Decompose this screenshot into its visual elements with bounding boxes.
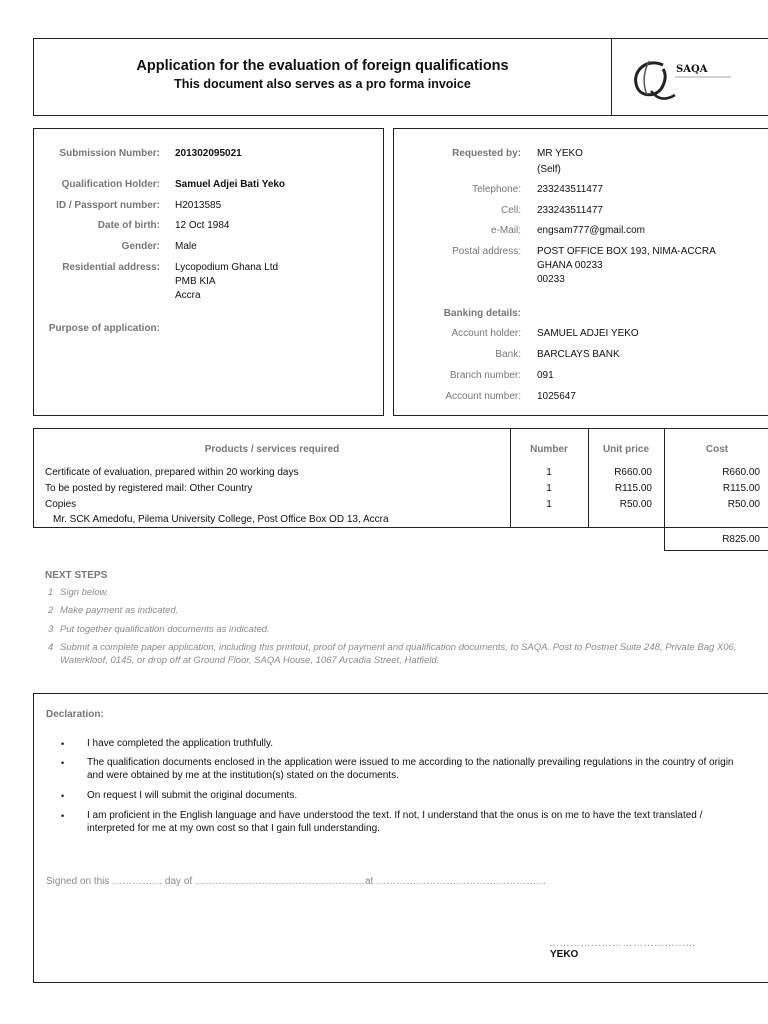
bullet-icon: • (61, 811, 65, 821)
copies-detail: Mr. SCK Amedofu, Pilema University College, Post Office Box OD 13, Accra (53, 514, 389, 525)
telephone-value: 233243511477 (537, 184, 603, 195)
declaration-item (61, 738, 747, 752)
bullet-icon: • (61, 739, 65, 749)
dob-label: Date of birth: (97, 220, 160, 231)
declaration-text: The qualification documents enclosed in the application were issued to me according to the nationally prevailing regulations in the country of origin and were obtained by me at the institution(s) stated on the documents. (87, 757, 734, 781)
declaration-text: I have completed the application truthfully. (87, 738, 274, 749)
header-unit-price: Unit price (602, 444, 650, 455)
holder-label: Qualification Holder: (61, 179, 160, 190)
products-table (33, 428, 768, 528)
step-text: Sign below. (60, 587, 109, 598)
declaration-title: Declaration: (46, 709, 104, 720)
requested-by-name: MR YEKO (537, 148, 583, 159)
branch-label: Branch number: (449, 370, 521, 381)
logo-text: SAQA (676, 64, 708, 75)
product-unit-price: R115.00 (614, 483, 652, 494)
address-line: PMB KIA (175, 276, 216, 287)
postal-value (537, 245, 716, 287)
product-number: 1 (546, 483, 552, 494)
dob-value: 12 Oct 1984 (175, 220, 230, 231)
branch-value: 091 (537, 370, 554, 381)
address-label: Residential address: (62, 262, 160, 273)
step-text: Submit a complete paper application, including this printout, proof of payment and qualification documents, to SAQA. Post to Postnet Suite 248, Private Bag X06, Waterkloof, 0145, or drop off at Ground Floor, SAQA House, 1067 Arcadia Street, Hatfield. (60, 642, 737, 666)
product-unit-price: R660.00 (614, 467, 652, 478)
requested-by-label: Requested by: (452, 148, 521, 159)
product-number: 1 (546, 467, 552, 478)
postal-line: 00233 (537, 274, 565, 285)
signature-line: …………………………………… (549, 938, 696, 949)
product-desc: Copies (45, 499, 77, 510)
bank-value: BARCLAYS BANK (537, 349, 620, 360)
purpose-label: Purpose of application: (48, 323, 160, 334)
account-number-value: 1025647 (537, 391, 576, 402)
declaration-text: I am proficient in the English language and have understood the text. If not, I understand that the onus is on me to have the text translated / interpreted for me at my own cost so that I gain full understanding. (87, 810, 703, 834)
bullet-icon: • (61, 791, 65, 801)
requester-details-box (393, 128, 768, 416)
saqa-logo-icon (613, 39, 768, 115)
header-products: Products / services required (204, 444, 340, 455)
bank-label: Bank: (495, 349, 521, 360)
requested-by-note: (Self) (537, 164, 561, 175)
postal-line: POST OFFICE BOX 193, NIMA-ACCRA (537, 246, 716, 257)
total-value: R825.00 (722, 534, 760, 545)
address-value (175, 261, 278, 303)
product-cost: R660.00 (722, 467, 760, 478)
step-text: Make payment as indicated. (60, 605, 179, 616)
submission-number-value: 201302095021 (175, 148, 242, 159)
declaration-box (33, 693, 768, 983)
step-number: 4 (48, 642, 54, 653)
gender-value: Male (175, 241, 197, 252)
header-cost: Cost (705, 444, 729, 455)
postal-label: Postal address: (452, 246, 521, 257)
holder-value: Samuel Adjei Bati Yeko (175, 179, 286, 190)
submission-number-label: Submission Number: (59, 148, 160, 159)
product-cost: R50.00 (727, 499, 760, 510)
cell-label: Cell: (500, 205, 521, 216)
next-steps-title: NEXT STEPS (45, 570, 108, 581)
passport-value: H2013585 (175, 200, 222, 211)
declaration-item (61, 757, 747, 782)
bullet-icon: • (61, 758, 65, 768)
next-step-item (48, 605, 740, 618)
header-number: Number (530, 444, 568, 455)
product-cost: R115.00 (722, 483, 760, 494)
header-title-area (34, 39, 612, 115)
next-step-item (48, 624, 740, 637)
gender-label: Gender: (121, 241, 160, 252)
declaration-item (61, 810, 747, 835)
page-subtitle: This document also serves as a pro forma invoice (174, 77, 471, 91)
account-holder-label: Account holder: (451, 328, 521, 339)
next-step-item (48, 587, 740, 600)
declaration-text: On request I will submit the original documents. (87, 790, 298, 801)
address-line: Accra (175, 290, 201, 301)
requested-by-value (537, 147, 583, 177)
declaration-item (61, 790, 747, 804)
address-line: Lycopodium Ghana Ltd (175, 262, 279, 273)
applicant-details-box (33, 128, 384, 416)
passport-label: ID / Passport number: (56, 200, 160, 211)
email-value: engsam777@gmail.com (537, 225, 645, 236)
page-title: Application for the evaluation of foreign qualifications (136, 58, 509, 74)
telephone-label: Telephone: (472, 184, 521, 195)
product-number: 1 (546, 499, 552, 510)
step-text: Put together qualification documents as indicated. (60, 624, 270, 635)
product-unit-price: R50.00 (619, 499, 652, 510)
account-number-label: Account number: (445, 391, 521, 402)
banking-label: Banking details: (443, 308, 521, 319)
step-number: 1 (48, 587, 54, 598)
cell-value: 233243511477 (537, 205, 603, 216)
product-desc: Certificate of evaluation, prepared within 20 working days (45, 467, 299, 478)
step-number: 2 (48, 605, 54, 616)
email-label: e-Mail: (490, 225, 521, 236)
saqa-logo (613, 39, 768, 115)
product-desc: To be posted by registered mail: Other Country (45, 483, 253, 494)
signed-on-line: Signed on this …………… day of ……………………………………………at …………………………………………… (46, 876, 547, 887)
signature-name: YEKO (550, 949, 579, 960)
header-box (33, 38, 768, 116)
step-number: 3 (48, 624, 54, 635)
total-box (664, 527, 768, 551)
account-holder-value: SAMUEL ADJEI YEKO (537, 328, 639, 339)
next-step-item (48, 642, 740, 667)
postal-line: GHANA 00233 (537, 260, 603, 271)
